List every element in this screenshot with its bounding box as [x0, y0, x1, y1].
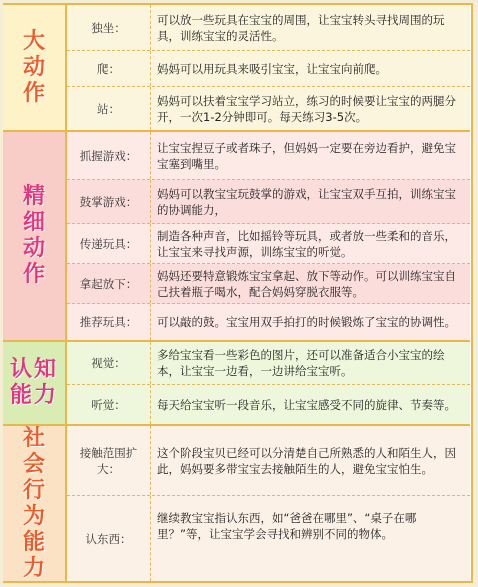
category-char: 认 — [10, 357, 33, 382]
category-char: 力 — [34, 383, 57, 408]
category-char: 大 — [22, 28, 45, 54]
category-char: 力 — [22, 555, 45, 581]
row-label: 认东西： — [67, 496, 151, 581]
category-char: 动 — [22, 236, 45, 261]
row-text: 可以放一些玩具在宝宝的周围，让宝宝转头寻找周围的玩具，训练宝宝的灵活性。 — [157, 12, 445, 43]
category-cognitive — [3, 342, 67, 424]
table-row — [67, 180, 470, 224]
table-row — [67, 342, 470, 385]
section-cognitive — [3, 342, 470, 426]
row-label: 听觉： — [67, 385, 151, 424]
row-text: 这个阶段宝贝已经可以分清楚自己所熟悉的人和陌生人，因此，妈妈要多带宝宝去接触陌生的人，避免宝宝怕生。 — [157, 445, 456, 476]
table-row — [67, 87, 470, 130]
category-char: 作 — [22, 80, 45, 106]
row-text: 继续教宝宝指认东西，如“爸爸在哪里”、“桌子在哪里？”等，让宝宝学会寻找和辨别不同的物体。 — [157, 511, 417, 541]
category-social-behavior — [3, 426, 67, 581]
table-row — [67, 264, 470, 304]
row-label: 传递玩具： — [67, 224, 151, 263]
row-text: 制造各种声音，比如摇铃等玩具，或者放一些柔和的音乐，让宝宝来寻找声源，训练宝宝的听觉。 — [157, 228, 456, 259]
category-char: 行 — [22, 477, 45, 503]
category-char: 会 — [22, 451, 45, 477]
category-fine-motor — [3, 132, 67, 340]
table-row — [67, 496, 470, 581]
table-row — [67, 5, 470, 51]
table-row — [67, 385, 470, 424]
category-char: 知 — [34, 357, 57, 382]
row-label: 爬： — [67, 51, 151, 86]
row-label: 接触范围扩大： — [67, 426, 151, 495]
row-text: 让宝宝捏豆子或者珠子，但妈妈一定要在旁边看护，避免宝宝塞到嘴里。 — [157, 140, 456, 171]
table-row — [67, 224, 470, 264]
section-gross-motor — [3, 5, 470, 132]
row-text: 妈妈还要特意锻炼宝宝拿起、放下等动作。可以训练宝宝自己扶着瓶子喝水，配合妈妈穿脱衣服等。 — [157, 268, 456, 299]
table-row — [67, 426, 470, 496]
table-row — [67, 304, 470, 340]
row-text: 妈妈可以扶着宝宝学习站立，练习的时候要让宝宝的两腿分开，一次1-2分钟即可。每天练习3-5次。 — [157, 93, 456, 124]
table-row — [67, 132, 470, 180]
category-char: 为 — [22, 503, 45, 529]
category-char: 社 — [22, 425, 45, 451]
row-text: 可以敲的鼓。宝宝用双手拍打的时候锻炼了宝宝的协调性。 — [157, 315, 456, 329]
table-row — [67, 51, 470, 87]
category-char: 能 — [22, 529, 45, 555]
category-char: 动 — [22, 54, 45, 80]
row-label: 独坐： — [67, 5, 151, 50]
section-fine-motor — [3, 132, 470, 342]
row-text: 妈妈可以用玩具来吸引宝宝，让宝宝向前爬。 — [157, 61, 387, 76]
row-label: 抓握游戏： — [67, 132, 151, 179]
category-gross-motor — [3, 5, 67, 130]
category-char: 精 — [22, 184, 45, 209]
row-label: 鼓掌游戏： — [67, 180, 151, 223]
category-char: 细 — [22, 210, 45, 235]
category-char: 作 — [22, 262, 45, 287]
row-text: 多给宝宝看一些彩色的图片，还可以准备适合小宝宝的绘本，让宝宝一边看，一边讲给宝宝听。 — [157, 348, 445, 378]
row-text: 每天给宝宝听一段音乐，让宝宝感受不同的旋律、节奏等。 — [157, 397, 456, 412]
row-label: 推荐玩具： — [67, 304, 151, 340]
row-label: 站： — [67, 87, 151, 130]
row-label: 视觉： — [67, 342, 151, 384]
row-text: 妈妈可以教宝宝玩鼓掌的游戏，让宝宝双手互拍，训练宝宝的协调能力， — [157, 186, 456, 217]
row-label: 拿起放下： — [67, 264, 151, 303]
category-char: 能 — [10, 383, 33, 408]
section-social-behavior — [3, 426, 470, 581]
